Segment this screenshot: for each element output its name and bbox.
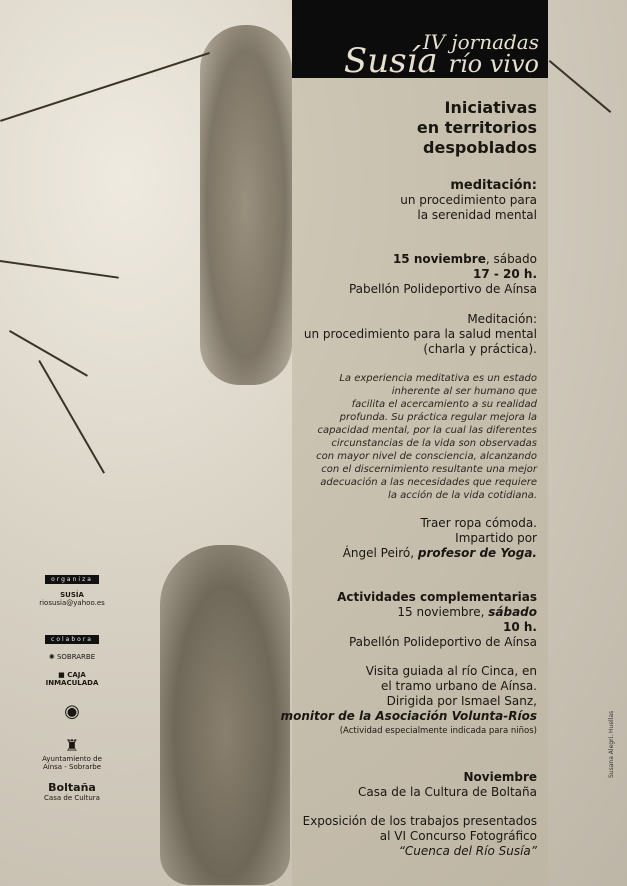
sponsor-column [32,566,112,802]
activities-block: Actividades complementarias 15 noviembre, sábado 10 h. Pabellón Polideportivo de Aínsa [337,590,537,649]
association-logo: SUSÍA [60,591,84,599]
edition-title: IV jornadas [422,30,539,54]
bank-icon: ■ [58,671,68,679]
main-title: Susía río vivo [343,41,539,81]
boltana-sub: Casa de Cultura [44,794,100,802]
comarca-icon: ✺ [48,653,57,661]
association-email: riosusia@yahoo.es [39,599,105,607]
exhibit-block: Exposición de los trabajos presentados al VI Concurso Fotográfico “Cuenca del Río Susía” [302,814,537,858]
intro-heading: Iniciativas en territorios despoblados [416,98,537,157]
topic-block: meditación: un procedimiento para la serenidad mental [400,178,537,222]
comarca-logo: ✺ SOBRARBE [48,653,96,661]
footprint-top [200,25,292,385]
bank-logo: ■ CAJA INMACULADA [45,671,99,687]
description-block: La experiencia meditativa es un estado inherente al ser humano que facilita el acercamiento a su realidad profunda. Su práctica regular mejora la capacidad mental, por la cual las diferentes circunstancias de la vida son observadas con mayor nivel de consciencia, alcanzando con el discernimiento resultante una mejor adecuación a las necesidades que requiere la acción de la vida cotidiana. [316,373,537,501]
organiza-tag: organiza [45,575,99,584]
talk-block: Meditación: un procedimiento para la salud mental (charla y práctica). [303,312,537,356]
boltana-logo: Boltaña [48,781,96,794]
november-block: Noviembre Casa de la Cultura de Boltaña [358,770,537,799]
colabora-tag: colabora [45,635,99,644]
event1-block: 15 noviembre, sábado 17 - 20 h. Pabellón Polideportivo de Aínsa [348,252,537,296]
visit-block: Visita guiada al río Cinca, en el tramo urbano de Aínsa. Dirigida por Ismael Sanz, monitor de la Asociación Volunta-Ríos (Actividad especialmente indicada para niños) [280,664,537,736]
instructor-block: Traer ropa cómoda. Impartido por Ángel Peiró, profesor de Yoga. [342,516,537,560]
seal-icon: ◉ [64,701,80,722]
coat-of-arms-icon: ♜ [64,736,80,755]
photo-credit: Susana Alegri. Huellas [608,710,615,778]
ayuntamiento-logo: Ayuntamiento de Aínsa - Sobrarbe [42,755,102,771]
footprint-bottom [160,545,290,885]
